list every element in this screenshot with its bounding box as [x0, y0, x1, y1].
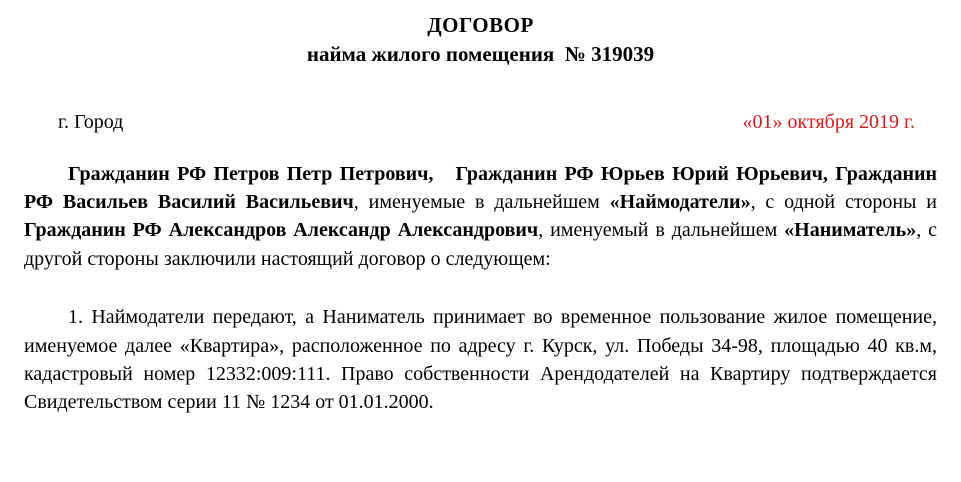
page-title: ДОГОВОР: [427, 13, 534, 37]
tenant-term: «Наниматель»: [784, 219, 917, 242]
landlord-name-2: Гражданин РФ Юрьев Юрий Юрьевич,: [455, 162, 828, 185]
parties-paragraph: [22, 160, 939, 274]
meta-row: [22, 111, 939, 134]
clause-1-paragraph: [22, 303, 939, 417]
tenant-name: Гражданин РФ Александров Александр Александрович: [24, 219, 539, 242]
landlords-term: «Наймодатели»: [609, 190, 751, 213]
document-subtitle: [22, 40, 939, 68]
parties-text-4: , с другой стороны заключили настоящий договор о следующем:: [24, 219, 938, 270]
contract-number: 319039: [591, 42, 655, 67]
parties-text-3: , именуемый в дальнейшем: [538, 219, 778, 242]
subtitle-text: найма жилого помещения: [306, 42, 555, 67]
clause-1-text: Наймодатели передают, а Наниматель принимает во временное пользование жилое помещение, именуемое далее «Квартира», расположенное по адресу г. Курск, ул. Победы 34-98, площадью 40 кв.м, кадастровый номер 12332:009:111. Право собственности Арендодателей на Квартиру подтверждается Свидетельством серии 11 № 1234 от 01.01.2000.: [24, 306, 937, 414]
parties-text-1: , именуемые в дальнейшем: [353, 190, 600, 213]
contract-date: «01» октября 2019 г.: [742, 110, 915, 133]
city-label: г. Город: [58, 110, 124, 133]
clause-1-number: 1.: [68, 306, 83, 329]
parties-text-2: , с одной стороны и: [750, 190, 937, 213]
landlord-name-1: Гражданин РФ Петров Петр Петрович,: [68, 162, 434, 185]
title-block: [22, 12, 939, 69]
contract-number-label: №: [564, 42, 586, 67]
landlord-name-3: Гражданин РФ Васильев Василий Васильевич: [24, 162, 938, 213]
